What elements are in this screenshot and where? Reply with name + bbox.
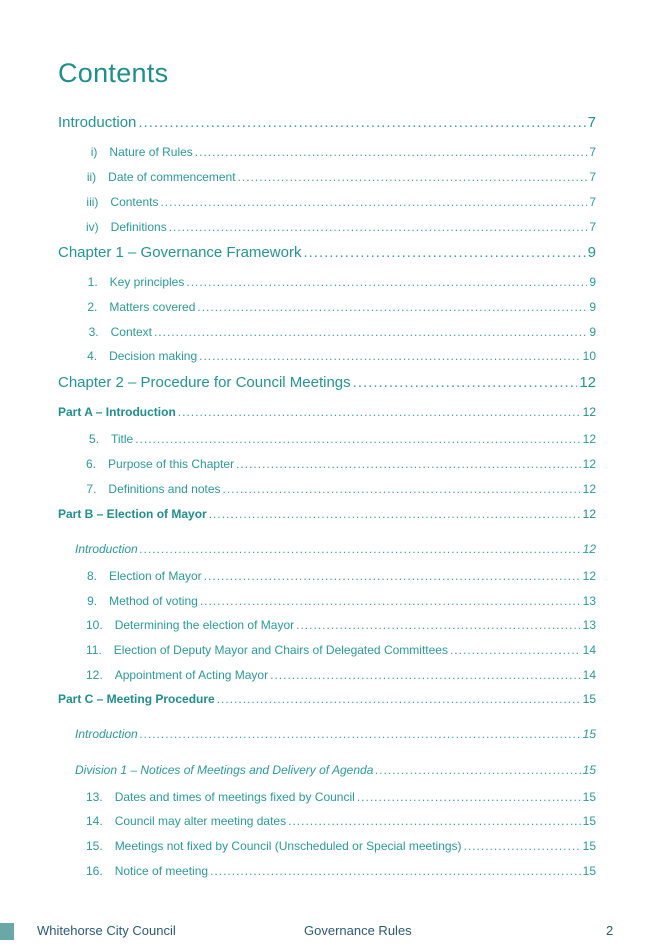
toc-entry[interactable] [86, 325, 596, 339]
footer-page-number: 2 [606, 923, 614, 938]
toc-entry-introduction-sub[interactable] [75, 727, 596, 741]
toc-entry-label: Appointment of Acting Mayor [114, 668, 269, 682]
toc-entry-label: Contents [110, 195, 159, 209]
dot-leader [270, 668, 581, 682]
toc-entry-number: 3. [88, 325, 99, 339]
toc-entry-part-b[interactable] [58, 507, 596, 521]
toc-entry[interactable] [86, 569, 596, 583]
toc-entry-page: 13 [582, 618, 596, 632]
toc-entry-label: Nature of Rules [109, 145, 193, 159]
toc-entry-number: 2. [87, 300, 98, 314]
toc-entry-number: 15. [86, 839, 103, 853]
toc-entry-page: 15 [582, 814, 596, 828]
toc-entry-label: Purpose of this Chapter [108, 457, 235, 471]
toc-entry-page: 9 [589, 300, 596, 314]
dot-leader [186, 275, 587, 289]
dot-leader [140, 727, 581, 741]
toc-entry-label: Context [110, 325, 152, 339]
toc-entry-page: 15 [582, 864, 596, 878]
toc-entry[interactable] [86, 300, 596, 314]
toc-entry-page: 7 [589, 195, 596, 209]
toc-entry-page: 15 [582, 763, 596, 777]
toc-entry-number: 1. [87, 275, 98, 289]
toc-entry-number: 4. [87, 349, 98, 363]
dot-leader [204, 569, 581, 583]
toc-entry[interactable] [86, 195, 596, 209]
toc-entry-page: 12 [582, 569, 596, 583]
toc-entry-number: iv) [86, 220, 99, 234]
dot-leader [357, 790, 581, 804]
toc-entry-number: 11. [86, 643, 102, 657]
dot-leader [209, 507, 581, 521]
toc-entry-label: Chapter 2 – Procedure for Council Meetings [58, 374, 351, 391]
toc-entry-page: 15 [582, 839, 596, 853]
toc-entry-page: 12 [582, 405, 596, 419]
toc-entry[interactable] [86, 145, 596, 159]
toc-entry-page: 7 [589, 220, 596, 234]
dot-leader [353, 374, 578, 391]
toc-entry-number: 9. [87, 594, 98, 608]
toc-entry-label: Chapter 1 – Governance Framework [58, 244, 302, 261]
toc-entry-label: Notice of meeting [114, 864, 209, 878]
toc-entry-page: 15 [582, 727, 596, 741]
toc-entry-page: 12 [582, 432, 596, 446]
toc-entry-page: 12 [582, 482, 596, 496]
toc-entry-page: 9 [589, 325, 596, 339]
toc-entry-label: Introduction [58, 114, 137, 131]
toc-entry[interactable] [86, 618, 596, 632]
toc-entry-page: 10 [582, 349, 596, 363]
dot-leader [217, 692, 581, 706]
toc-entry-page: 7 [589, 170, 596, 184]
toc-entry-page: 9 [587, 244, 596, 261]
toc-entry-page: 7 [587, 114, 596, 131]
toc-entry-page: 7 [589, 145, 596, 159]
toc-entry-number: 14. [86, 814, 103, 828]
toc-entry-label: Election of Mayor [108, 569, 202, 583]
toc-entry-chapter-1[interactable] [58, 244, 596, 261]
dot-leader [154, 325, 587, 339]
dot-leader [238, 170, 588, 184]
dot-leader [223, 482, 581, 496]
dot-leader [140, 542, 581, 556]
dot-leader [169, 220, 588, 234]
dot-leader [195, 145, 588, 159]
toc-entry-number: 7. [86, 482, 97, 496]
toc-entry[interactable] [86, 432, 596, 446]
toc-entry-introduction[interactable] [58, 114, 596, 131]
dot-leader [303, 244, 585, 261]
toc-entry-number: 16. [86, 864, 103, 878]
toc-entry[interactable] [86, 864, 596, 878]
toc-entry-chapter-2[interactable] [58, 374, 596, 391]
toc-entry[interactable] [86, 814, 596, 828]
toc-entry-page: 14 [582, 643, 596, 657]
toc-entry-label: Election of Deputy Mayor and Chairs of Delegated Committees [113, 643, 448, 657]
toc-entry-page: 12 [582, 457, 596, 471]
toc-entry-label: Introduction [75, 542, 138, 556]
page-footer [0, 918, 652, 942]
footer-document-title: Governance Rules [304, 923, 412, 938]
toc-entry-label: Introduction [75, 727, 138, 741]
toc-entry-label: Title [110, 432, 134, 446]
toc-entry[interactable] [86, 170, 596, 184]
toc-entry-number: 13. [86, 790, 103, 804]
toc-entry-label: Definitions and notes [108, 482, 221, 496]
toc-entry[interactable] [86, 457, 596, 471]
toc-entry-introduction-sub[interactable] [75, 542, 596, 556]
toc-entry-page: 12 [579, 374, 596, 391]
dot-leader [199, 349, 581, 363]
toc-entry-number: ii) [86, 170, 97, 184]
toc-entry-page: 15 [582, 692, 596, 706]
dot-leader [200, 594, 581, 608]
toc-entry-page: 12 [582, 507, 596, 521]
dot-leader [135, 432, 580, 446]
toc-entry-number: iii) [86, 195, 99, 209]
toc-entry-part-c[interactable] [58, 692, 596, 706]
toc-entry[interactable] [86, 594, 596, 608]
footer-organisation: Whitehorse City Council [37, 923, 176, 938]
toc-entry-label: Meetings not fixed by Council (Unscheduled or Special meetings) [114, 839, 462, 853]
toc-entry-label: Key principles [109, 275, 185, 289]
dot-leader [288, 814, 581, 828]
dot-leader [138, 114, 585, 131]
toc-entry-label: Division 1 – Notices of Meetings and Delivery of Agenda [75, 763, 374, 777]
toc-entry-label: Matters covered [109, 300, 196, 314]
toc-entry-label: Definitions [110, 220, 167, 234]
toc-entry-number: 10. [86, 618, 103, 632]
dot-leader [160, 195, 587, 209]
toc-entry-page: 12 [582, 542, 596, 556]
toc-entry-label: Part A – Introduction [58, 405, 176, 419]
toc-entry-number: 8. [86, 569, 97, 583]
dot-leader [197, 300, 587, 314]
toc-entry[interactable] [86, 668, 596, 682]
toc-entry-label: Dates and times of meetings fixed by Council [114, 790, 355, 804]
toc-entry[interactable] [86, 482, 596, 496]
toc-entry-label: Part B – Election of Mayor [58, 507, 207, 521]
toc-entry-page: 14 [582, 668, 596, 682]
footer-accent-bar [0, 923, 14, 940]
toc-entry-number: i) [90, 145, 98, 159]
toc-entry-page: 9 [589, 275, 596, 289]
dot-leader [464, 839, 581, 853]
toc-entry-label: Method of voting [109, 594, 198, 608]
toc-entry[interactable] [86, 839, 596, 853]
dot-leader [210, 864, 581, 878]
toc-entry-division-1[interactable] [75, 763, 596, 777]
dot-leader [296, 618, 581, 632]
toc-entry-label: Determining the election of Mayor [114, 618, 295, 632]
dot-leader [236, 457, 581, 471]
dot-leader [375, 763, 580, 777]
toc-entry-number: 12. [86, 668, 103, 682]
toc-entry[interactable] [86, 790, 596, 804]
toc-entry-page: 13 [582, 594, 596, 608]
toc-entry-number: 6. [86, 457, 97, 471]
toc-entry-label: Part C – Meeting Procedure [58, 692, 215, 706]
toc-entry[interactable] [86, 275, 596, 289]
toc-entry[interactable] [86, 349, 596, 363]
toc-entry-part-a[interactable] [58, 405, 596, 419]
toc-entry-label: Date of commencement [108, 170, 236, 184]
page-title: Contents [58, 58, 169, 88]
toc-entry[interactable] [86, 643, 596, 657]
toc-entry-label: Decision making [109, 349, 198, 363]
dot-leader [178, 405, 581, 419]
toc-entry-page: 15 [582, 790, 596, 804]
dot-leader [450, 643, 581, 657]
toc-entry[interactable] [86, 220, 596, 234]
toc-entry-number: 5. [88, 432, 99, 446]
toc-entry-label: Council may alter meeting dates [114, 814, 287, 828]
